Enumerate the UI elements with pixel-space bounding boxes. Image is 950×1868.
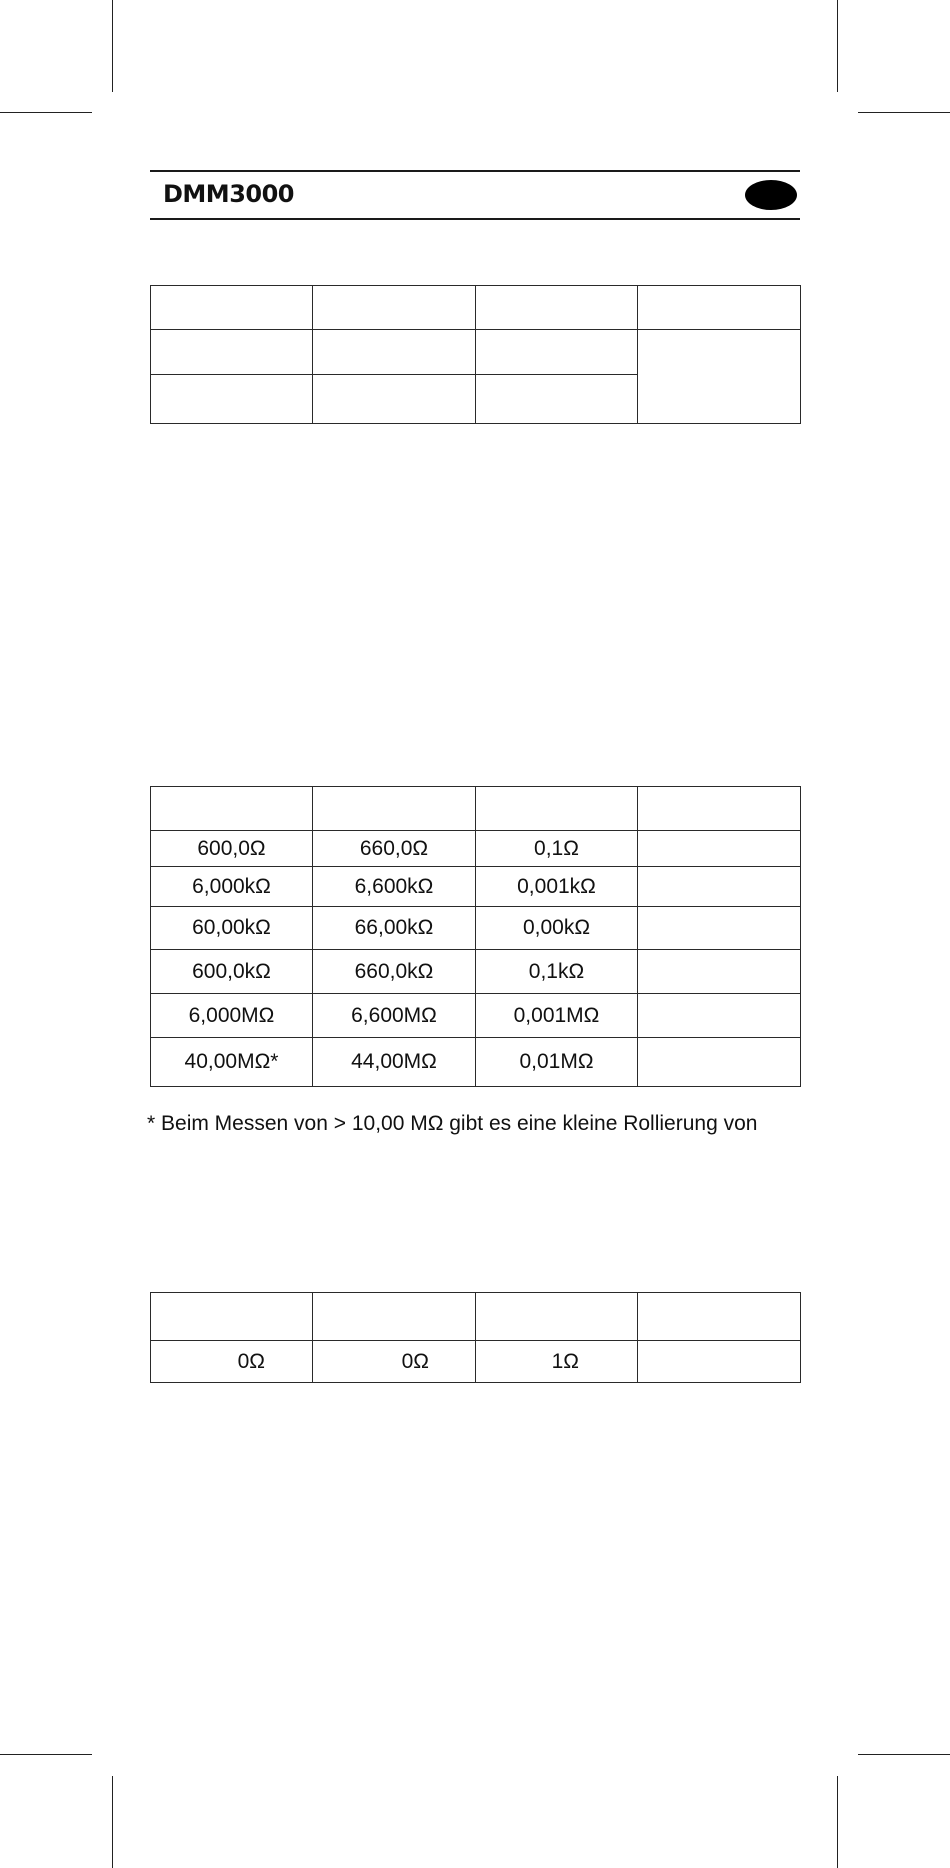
table-cell — [313, 375, 476, 424]
table-cell: 0,1Ω — [476, 831, 638, 867]
header-top-rule — [150, 170, 800, 172]
table-cell — [313, 1293, 476, 1341]
table-row — [151, 831, 801, 867]
page-title: DMM3000 — [163, 180, 294, 208]
table-cell — [476, 286, 638, 330]
table-row — [151, 286, 801, 330]
table-row — [151, 330, 801, 375]
table-row — [151, 994, 801, 1038]
table-cell — [151, 286, 313, 330]
crop-mark — [0, 1754, 92, 1755]
table-cell: 6,000MΩ — [151, 994, 313, 1038]
table-1 — [150, 285, 801, 424]
table-cell — [151, 330, 313, 375]
crop-mark — [837, 0, 838, 92]
table-cell — [638, 1341, 801, 1383]
table-cell — [638, 950, 801, 994]
table-cell — [313, 330, 476, 375]
table-cell: 0,00kΩ — [476, 907, 638, 950]
table-cell — [638, 330, 801, 424]
table-cell: 6,600MΩ — [313, 994, 476, 1038]
table-cell: 660,0Ω — [313, 831, 476, 867]
crop-mark — [837, 1776, 838, 1868]
page-badge — [745, 180, 797, 210]
table-cell — [151, 375, 313, 424]
table-cell: 60,00kΩ — [151, 907, 313, 950]
footnote: * Beim Messen von > 10,00 MΩ gibt es eine kleine Rollierung von — [147, 1112, 758, 1135]
crop-mark — [0, 112, 92, 113]
table-cell — [638, 787, 801, 831]
table-cell — [638, 867, 801, 907]
header-bottom-rule — [150, 218, 800, 220]
table-cell: 660,0kΩ — [313, 950, 476, 994]
table-2 — [150, 786, 801, 1087]
table-cell — [313, 286, 476, 330]
table-cell — [476, 375, 638, 424]
table-row — [151, 867, 801, 907]
table-cell: 6,000kΩ — [151, 867, 313, 907]
table-cell — [638, 994, 801, 1038]
crop-mark — [858, 112, 950, 113]
table-cell — [638, 1293, 801, 1341]
table-cell: 600,0Ω — [151, 831, 313, 867]
table-cell — [151, 787, 313, 831]
table-row — [151, 787, 801, 831]
table-cell: 44,00MΩ — [313, 1038, 476, 1087]
table-cell: 0,01MΩ — [476, 1038, 638, 1087]
table-cell: 0,001MΩ — [476, 994, 638, 1038]
table-cell — [151, 1293, 313, 1341]
table-cell: 0,001kΩ — [476, 867, 638, 907]
table-cell — [638, 907, 801, 950]
crop-mark — [112, 0, 113, 92]
table-3 — [150, 1292, 801, 1383]
table-cell — [313, 787, 476, 831]
table-cell — [476, 787, 638, 831]
table-cell — [476, 330, 638, 375]
table-row — [151, 1341, 801, 1383]
table-cell — [638, 1038, 801, 1087]
table-cell: 1Ω — [476, 1341, 638, 1383]
table-cell — [638, 831, 801, 867]
table-cell — [638, 286, 801, 330]
table-cell: 0Ω — [313, 1341, 476, 1383]
table-cell: 6,600kΩ — [313, 867, 476, 907]
table-cell: 40,00MΩ* — [151, 1038, 313, 1087]
table-cell: 600,0kΩ — [151, 950, 313, 994]
table-cell: 66,00kΩ — [313, 907, 476, 950]
table-row — [151, 1038, 801, 1087]
table-cell — [476, 1293, 638, 1341]
crop-mark — [112, 1776, 113, 1868]
table-row — [151, 907, 801, 950]
crop-mark — [858, 1754, 950, 1755]
table-row — [151, 1293, 801, 1341]
table-cell: 0Ω — [151, 1341, 313, 1383]
table-row — [151, 950, 801, 994]
table-cell: 0,1kΩ — [476, 950, 638, 994]
